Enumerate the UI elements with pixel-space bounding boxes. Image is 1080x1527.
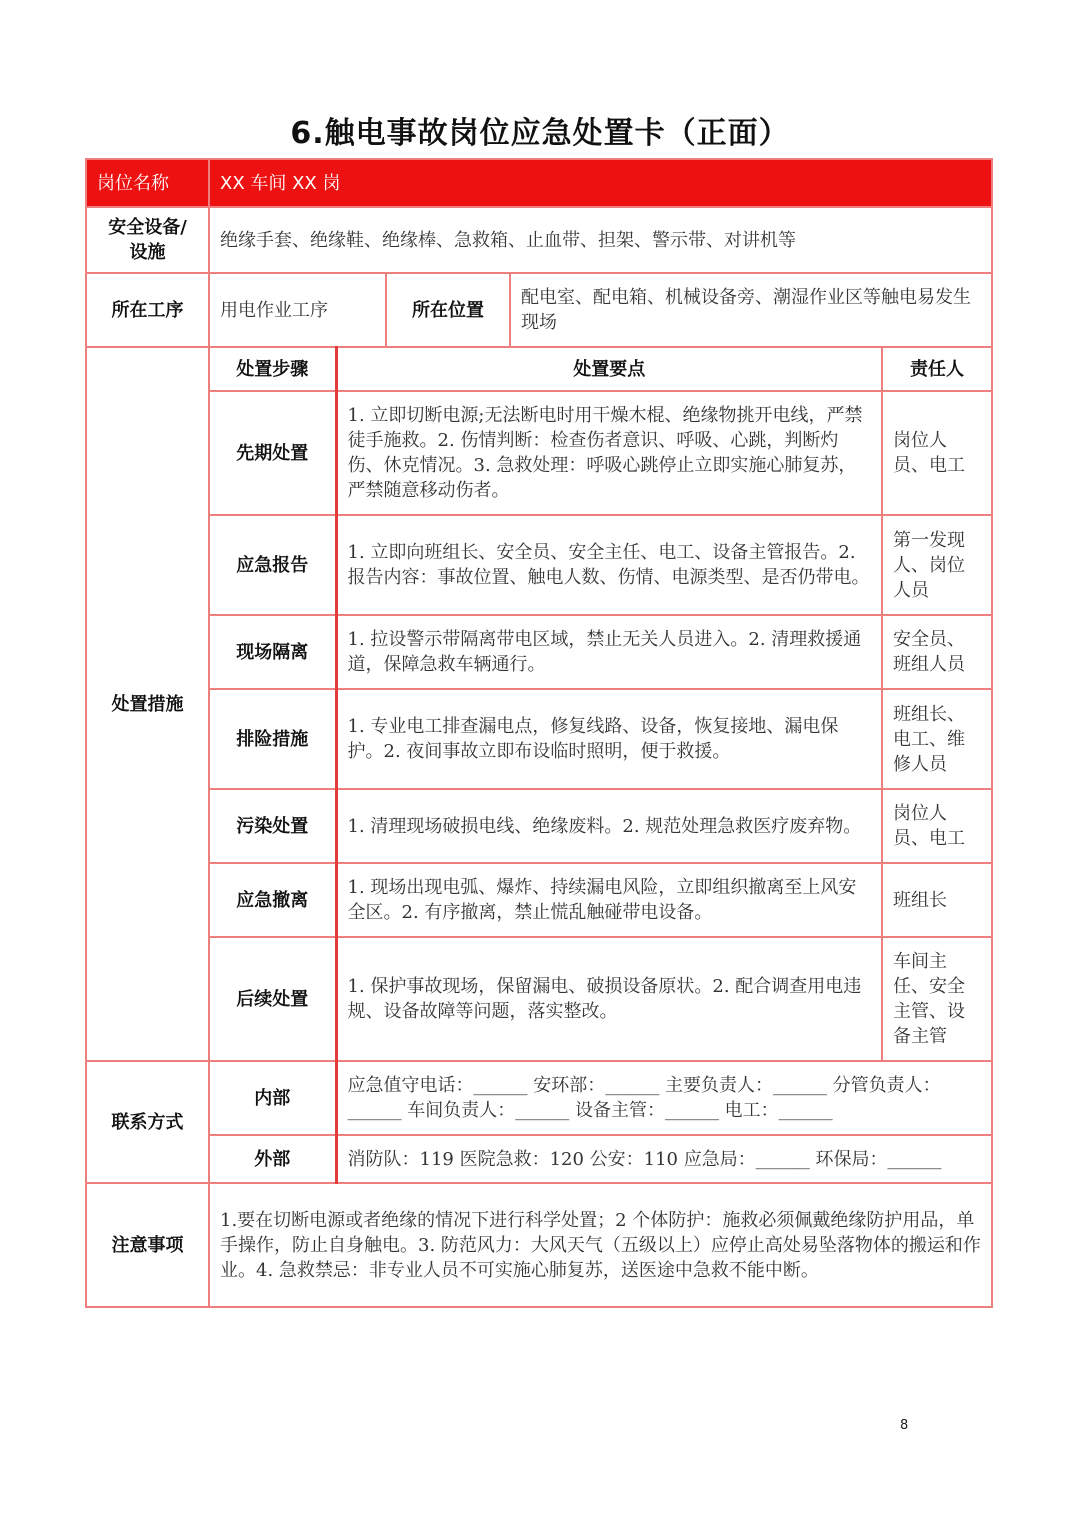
process-row xyxy=(86,273,992,347)
internal-contacts: 应急值守电话：______ 安环部：______ 主要负责人：______ 分管负责人：______ 车间负责人：______ 设备主管：______ 电工：______ xyxy=(336,1061,992,1135)
measure-row xyxy=(86,789,992,863)
notes-value: 1.要在切断电源或者绝缘的情况下进行科学处置；2 个体防护：施救必须佩戴绝缘防护用品，单手操作，防止自身触电。3. 防范风力：大风天气（五级以上）应停止高处易坠落物体的搬运和作业。4. 急救禁忌：非专业人员不可实施心肺复苏，送医途中急救不能中断。 xyxy=(209,1183,992,1307)
notes-row xyxy=(86,1183,992,1307)
location-value: 配电室、配电箱、机械设备旁、潮湿作业区等触电易发生现场 xyxy=(510,273,992,347)
measure-points: 1. 清理现场破损电线、绝缘废料。2. 规范处理急救医疗废弃物。 xyxy=(336,789,882,863)
notes-label: 注意事项 xyxy=(86,1183,209,1307)
measure-row xyxy=(86,863,992,937)
header-row xyxy=(86,159,992,207)
emergency-card-table xyxy=(85,158,993,1308)
process-value: 用电作业工序 xyxy=(209,273,386,347)
external-label: 外部 xyxy=(209,1135,336,1183)
measure-person: 班组长、电工、维修人员 xyxy=(882,689,992,789)
page-number: 8 xyxy=(900,1418,909,1433)
measure-points: 1. 专业电工排查漏电点，修复线路、设备，恢复接地、漏电保护。2. 夜间事故立即布设临时照明，便于救援。 xyxy=(336,689,882,789)
measure-row xyxy=(86,937,992,1061)
post-name-value: XX 车间 XX 岗 xyxy=(209,159,992,207)
measure-person: 安全员、班组人员 xyxy=(882,615,992,689)
internal-label: 内部 xyxy=(209,1061,336,1135)
process-label: 所在工序 xyxy=(86,273,209,347)
col-person-header: 责任人 xyxy=(882,347,992,391)
measure-step: 污染处置 xyxy=(209,789,336,863)
measure-points: 1. 立即向班组长、安全员、安全主任、电工、设备主管报告。2. 报告内容：事故位置、触电人数、伤情、电源类型、是否仍带电。 xyxy=(336,515,882,615)
measure-step: 现场隔离 xyxy=(209,615,336,689)
measure-person: 岗位人员、电工 xyxy=(882,789,992,863)
post-name-label: 岗位名称 xyxy=(86,159,209,207)
measure-row xyxy=(86,515,992,615)
measure-points: 1. 立即切断电源;无法断电时用干燥木棍、绝缘物挑开电线，严禁徒手施救。2. 伤情判断：检查伤者意识、呼吸、心跳，判断灼伤、休克情况。3. 急救处理：呼吸心跳停止立即实施心肺复苏，严禁随意移动伤者。 xyxy=(336,391,882,515)
measure-points: 1. 拉设警示带隔离带电区域，禁止无关人员进入。2. 清理救援通道，保障急救车辆通行。 xyxy=(336,615,882,689)
location-label: 所在位置 xyxy=(386,273,510,347)
measure-person: 岗位人员、电工 xyxy=(882,391,992,515)
measures-label: 处置措施 xyxy=(86,347,209,1061)
contact-external-row xyxy=(86,1135,992,1183)
col-points-header: 处置要点 xyxy=(336,347,882,391)
measure-row xyxy=(86,689,992,789)
safety-label: 安全设备/设施 xyxy=(86,207,209,273)
external-contacts: 消防队：119 医院急救：120 公安：110 应急局：______ 环保局：______ xyxy=(336,1135,992,1183)
measure-step: 后续处置 xyxy=(209,937,336,1061)
measure-points: 1. 现场出现电弧、爆炸、持续漏电风险，立即组织撤离至上风安全区。2. 有序撤离，禁止慌乱触碰带电设备。 xyxy=(336,863,882,937)
safety-value: 绝缘手套、绝缘鞋、绝缘棒、急救箱、止血带、担架、警示带、对讲机等 xyxy=(209,207,992,273)
safety-row xyxy=(86,207,992,273)
measure-person: 班组长 xyxy=(882,863,992,937)
measure-step: 应急报告 xyxy=(209,515,336,615)
measure-person: 车间主任、安全主管、设备主管 xyxy=(882,937,992,1061)
contact-internal-row xyxy=(86,1061,992,1135)
col-step-header: 处置步骤 xyxy=(209,347,336,391)
card-title: 6.触电事故岗位应急处置卡（正面） xyxy=(290,116,790,151)
measure-row xyxy=(86,391,992,515)
measure-step: 先期处置 xyxy=(209,391,336,515)
measure-person: 第一发现人、岗位人员 xyxy=(882,515,992,615)
measure-step: 应急撤离 xyxy=(209,863,336,937)
contact-label: 联系方式 xyxy=(86,1061,209,1183)
measure-step: 排险措施 xyxy=(209,689,336,789)
measure-points: 1. 保护事故现场，保留漏电、破损设备原状。2. 配合调查用电违规、设备故障等问题，落实整改。 xyxy=(336,937,882,1061)
measure-row xyxy=(86,615,992,689)
measures-header-row xyxy=(86,347,992,391)
